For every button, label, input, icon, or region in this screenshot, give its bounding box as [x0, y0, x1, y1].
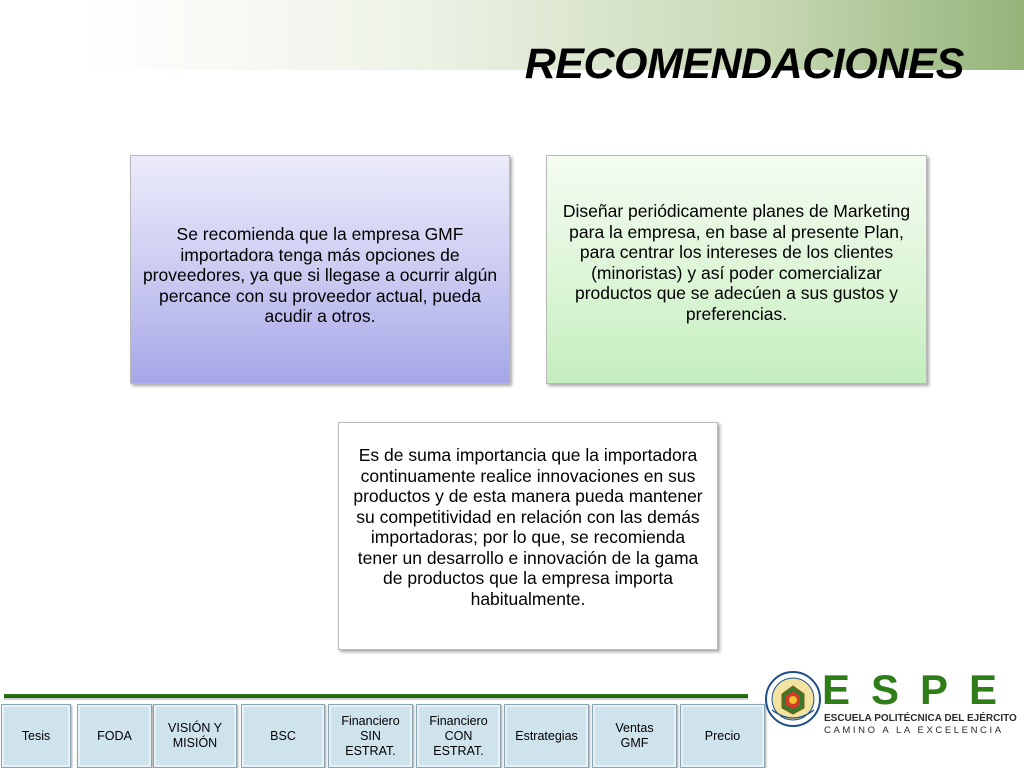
- nav-button-bsc[interactable]: BSC: [241, 704, 325, 768]
- recommendation-text: Diseñar periódicamente planes de Marketing para la empresa, en base al presente Plan, para centrar los intereses de los clientes (minoristas) y así poder comercializar productos que se adecúen a sus gustos y preferencias.: [562, 201, 911, 324]
- nav-button-vision-mision[interactable]: VISIÓN Y MISIÓN: [153, 704, 237, 768]
- nav-button-financiero-sin[interactable]: Financiero SIN ESTRAT.: [328, 704, 413, 768]
- footer-divider: [4, 694, 748, 700]
- espe-letters: ESPE: [822, 666, 1019, 713]
- nav-button-foda[interactable]: FODA: [77, 704, 152, 768]
- nav-button-precio[interactable]: Precio: [680, 704, 765, 768]
- recommendation-text: Se recomienda que la empresa GMF importadora tenga más opciones de proveedores, ya que si llegase a ocurrir algún percance con su proveedor actual, pueda acudir a otros.: [142, 224, 498, 327]
- espe-logo: [762, 666, 1024, 768]
- espe-motto: CAMINO A LA EXCELENCIA: [824, 725, 1004, 736]
- espe-seal-icon: [764, 670, 822, 728]
- recommendation-card-marketing: [546, 155, 927, 384]
- recommendation-text: Es de suma importancia que la importadora continuamente realice innovaciones en sus productos y de esta manera pueda mantener su competitividad en relación con las demás importadoras; por lo que, se recomienda tener un desarrollo e innovación de la gama de productos que la empresa importa habitualmente.: [353, 445, 703, 609]
- espe-school-name: ESCUELA POLITÉCNICA DEL EJÉRCITO: [824, 713, 1017, 724]
- nav-bar: [0, 704, 768, 768]
- nav-button-ventas-gmf[interactable]: Ventas GMF: [592, 704, 677, 768]
- recommendation-card-innovation: [338, 422, 718, 650]
- slide-title: RECOMENDACIONES: [524, 40, 964, 88]
- nav-button-estrategias[interactable]: Estrategias: [504, 704, 589, 768]
- recommendation-card-suppliers: [130, 155, 510, 384]
- nav-button-financiero-con[interactable]: Financiero CON ESTRAT.: [416, 704, 501, 768]
- nav-button-tesis[interactable]: Tesis: [1, 704, 71, 768]
